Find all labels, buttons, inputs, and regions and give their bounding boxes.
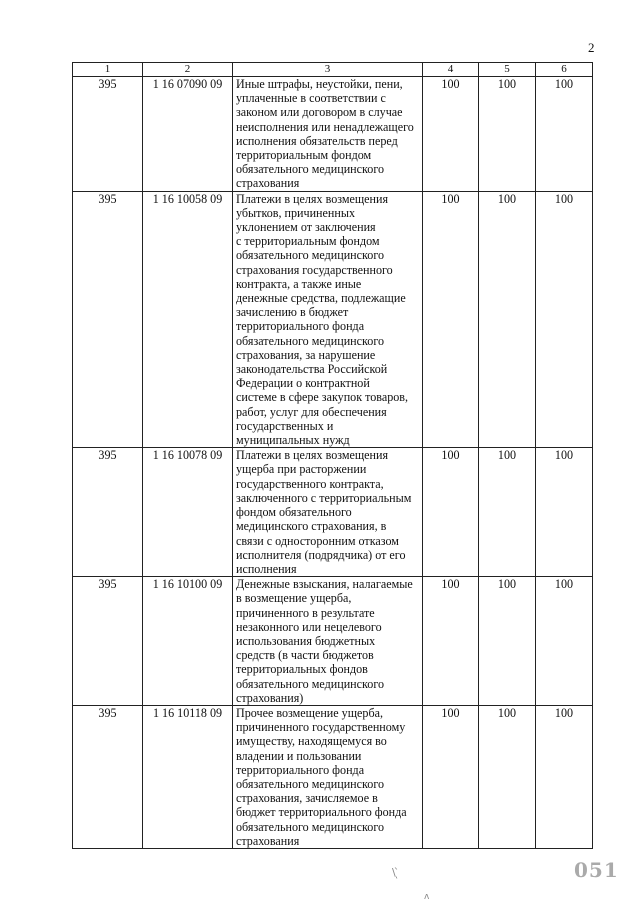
column-header: 5 — [479, 63, 536, 77]
revenue-name-line: Прочее возмещение ущерба, — [236, 705, 383, 720]
revenue-name-line: территориальных фондов — [236, 662, 368, 677]
norm-value-cell: 100 — [479, 577, 536, 706]
revenue-name-cell — [233, 191, 423, 448]
norm-value-cell: 100 — [536, 77, 593, 192]
table-row — [73, 448, 593, 577]
revenue-name-line: использования бюджетных — [236, 633, 376, 648]
revenue-name-line: заключенного с территориальным — [236, 490, 412, 505]
norm-value-cell: 100 — [479, 77, 536, 192]
revenue-name-line: в возмещение ущерба, — [236, 591, 352, 606]
admin-code-cell: 395 — [73, 77, 143, 192]
table-row — [73, 577, 593, 706]
admin-code-cell: 395 — [73, 705, 143, 848]
revenue-name-line: бюджет территориального фонда — [236, 805, 407, 820]
norm-value-cell: 100 — [536, 577, 593, 706]
revenue-name-line: страхования — [236, 833, 300, 848]
revenue-name-line: обязательного медицинского — [236, 819, 385, 834]
norm-value-cell: 100 — [479, 705, 536, 848]
revenue-code-cell: 1 16 10118 09 — [143, 705, 233, 848]
revenue-name-line: неисполнения или ненадлежащего — [236, 119, 414, 134]
revenue-name-line: страхования, зачисляемое в — [236, 791, 378, 806]
page-stamp: 051 — [574, 858, 619, 882]
revenue-name-line: с территориальным фондом — [236, 234, 380, 249]
norm-value-cell: 100 — [423, 191, 479, 448]
revenue-table — [72, 62, 593, 849]
revenue-name-line: страхования) — [236, 690, 304, 705]
margin-dot: ʌ — [424, 892, 430, 902]
revenue-name-line: территориальным фондом — [236, 148, 372, 163]
revenue-name-line: убытков, причиненных — [236, 205, 356, 220]
revenue-code-cell: 1 16 07090 09 — [143, 77, 233, 192]
revenue-name-line: связи с односторонним отказом — [236, 533, 399, 548]
revenue-name-cell — [233, 448, 423, 577]
norm-value-cell: 100 — [536, 191, 593, 448]
revenue-name-line: контракта, а также иные — [236, 276, 362, 291]
revenue-name-line: Федерации о контрактной — [236, 376, 370, 391]
column-header: 4 — [423, 63, 479, 77]
revenue-name-line: государственного контракта, — [236, 476, 384, 491]
revenue-name-cell — [233, 705, 423, 848]
norm-value-cell: 100 — [536, 448, 593, 577]
revenue-name-line: ущерба при расторжении — [236, 462, 367, 477]
column-header: 6 — [536, 63, 593, 77]
revenue-name-line: территориального фонда — [236, 319, 365, 334]
norm-value-cell: 100 — [423, 77, 479, 192]
revenue-name-line: территориального фонда — [236, 762, 365, 777]
revenue-name-line: причиненного государственному — [236, 720, 406, 735]
revenue-name-line: исполнителя (подрядчика) от его — [236, 547, 406, 562]
margin-scribble: \ ̀ͅ — [392, 866, 400, 879]
revenue-name-line: уклонением от заключения — [236, 220, 376, 235]
revenue-name-line: зачислению в бюджет — [236, 305, 349, 320]
revenue-name-line: страхования государственного — [236, 262, 393, 277]
revenue-name-line: законодательства Российской — [236, 362, 388, 377]
revenue-name-line: фондом обязательного — [236, 505, 352, 520]
norm-value-cell: 100 — [479, 448, 536, 577]
column-header: 2 — [143, 63, 233, 77]
revenue-name-line: государственных и — [236, 418, 334, 433]
revenue-name-line: системе в сфере закупок товаров, — [236, 390, 409, 405]
revenue-name-line: денежные средства, подлежащие — [236, 291, 406, 306]
revenue-name-line: обязательного медицинского — [236, 776, 385, 791]
table-row — [73, 191, 593, 448]
revenue-code-cell: 1 16 10078 09 — [143, 448, 233, 577]
revenue-name-line: обязательного медицинского — [236, 676, 385, 691]
revenue-name-line: страхования, за нарушение — [236, 347, 376, 362]
revenue-code-cell: 1 16 10100 09 — [143, 577, 233, 706]
revenue-name-cell — [233, 77, 423, 192]
revenue-name-line: обязательного медицинского — [236, 248, 385, 263]
revenue-name-line: владении и пользовании — [236, 748, 362, 763]
revenue-name-line: уплаченные в соответствии с — [236, 91, 386, 106]
page-number: 2 — [588, 40, 595, 55]
revenue-name-line: незаконного или нецелевого — [236, 619, 382, 634]
norm-value-cell: 100 — [536, 705, 593, 848]
revenue-name-line: страхования — [236, 176, 300, 191]
revenue-name-line: средств (в части бюджетов — [236, 648, 374, 663]
revenue-name-line: работ, услуг для обеспечения — [236, 404, 387, 419]
table-header-row — [73, 63, 593, 77]
revenue-name-line: имуществу, находящемуся во — [236, 734, 387, 749]
admin-code-cell: 395 — [73, 191, 143, 448]
norm-value-cell: 100 — [423, 577, 479, 706]
revenue-name-line: муниципальных нужд — [236, 433, 350, 448]
norm-value-cell: 100 — [423, 448, 479, 577]
table-row — [73, 705, 593, 848]
revenue-name-line: исполнения обязательств перед — [236, 133, 398, 148]
revenue-code-cell: 1 16 10058 09 — [143, 191, 233, 448]
revenue-name-cell — [233, 577, 423, 706]
revenue-name-line: медицинского страхования, в — [236, 519, 387, 534]
norm-value-cell: 100 — [423, 705, 479, 848]
revenue-name-line: Иные штрафы, неустойки, пени, — [236, 77, 403, 91]
admin-code-cell: 395 — [73, 577, 143, 706]
revenue-name-line: обязательного медицинского — [236, 333, 385, 348]
revenue-name-line: Платежи в целях возмещения — [236, 191, 389, 206]
table-row — [73, 77, 593, 192]
revenue-name-line: причиненного в результате — [236, 605, 375, 620]
norm-value-cell: 100 — [479, 191, 536, 448]
revenue-name-line: Денежные взыскания, налагаемые — [236, 577, 413, 592]
column-header: 3 — [233, 63, 423, 77]
revenue-name-line: обязательного медицинского — [236, 162, 385, 177]
revenue-name-line: исполнения — [236, 561, 297, 576]
admin-code-cell: 395 — [73, 448, 143, 577]
column-header: 1 — [73, 63, 143, 77]
revenue-name-line: Платежи в целях возмещения — [236, 448, 389, 463]
revenue-name-line: законом или договором в случае — [236, 105, 403, 120]
